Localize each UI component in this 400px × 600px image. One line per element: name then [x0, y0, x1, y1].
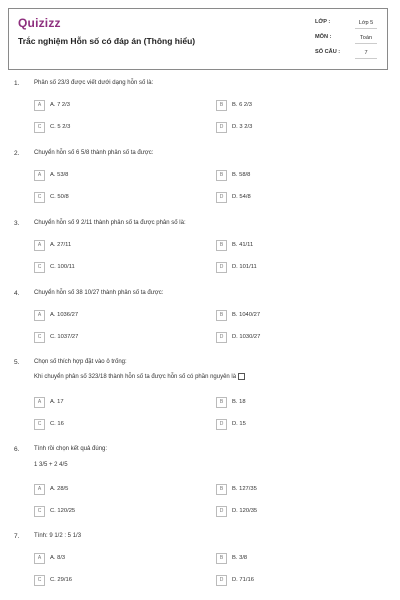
question-number: 4. — [14, 290, 20, 297]
option-letter: C — [34, 332, 45, 343]
option-letter: D — [216, 332, 227, 343]
question-number: 6. — [14, 446, 20, 453]
meta-label: LỚP : — [315, 19, 331, 25]
meta-value: Lớp 5 — [355, 17, 377, 29]
option-letter: C — [34, 122, 45, 133]
worksheet-header — [8, 8, 388, 70]
question-number: 3. — [14, 220, 20, 227]
option-text: B. 1040/27 — [232, 309, 260, 321]
quiz-meta — [315, 17, 377, 62]
option-letter: D — [216, 575, 227, 586]
option-text: B. 58/8 — [232, 169, 250, 181]
option-text: A. 53/8 — [50, 169, 68, 181]
option-letter: B — [216, 310, 227, 321]
option-text: C. 100/11 — [50, 261, 75, 273]
option-text: A. 7 2/3 — [50, 99, 70, 111]
option-letter: B — [216, 100, 227, 111]
question-number: 7. — [14, 533, 20, 540]
option-text: B. 3/8 — [232, 552, 247, 564]
option-letter: C — [34, 506, 45, 517]
question-text: Chuyển hỗn số 9 2/11 thành phân số ta được phân số là: — [34, 220, 186, 226]
option-letter: B — [216, 240, 227, 251]
meta-value: 7 — [355, 47, 377, 59]
option-text: C. 50/8 — [50, 191, 69, 203]
option-text: D. 1030/27 — [232, 331, 260, 343]
option-letter: D — [216, 262, 227, 273]
question-subtext — [34, 373, 245, 380]
option-letter: A — [34, 553, 45, 564]
option-text: D. 15 — [232, 418, 246, 430]
answer-box-icon — [238, 373, 245, 380]
question-text: Tính rồi chọn kết quả đúng: — [34, 446, 108, 452]
option-letter: A — [34, 170, 45, 181]
option-text: A. 28/5 — [50, 483, 68, 495]
option-text: C. 5 2/3 — [50, 121, 70, 133]
option-text: D. 120/35 — [232, 505, 257, 517]
meta-value: Toán — [355, 32, 377, 44]
question-number: 5. — [14, 359, 20, 366]
question-expression: 1 3/5 + 2 4/5 — [34, 462, 68, 468]
option-letter: A — [34, 484, 45, 495]
option-letter: C — [34, 419, 45, 430]
option-letter: B — [216, 170, 227, 181]
option-letter: D — [216, 192, 227, 203]
option-text: A. 17 — [50, 396, 64, 408]
question-text: Chọn số thích hợp đặt vào ô trống: — [34, 359, 127, 365]
option-text: C. 16 — [50, 418, 64, 430]
meta-label: SỐ CÂU : — [315, 49, 341, 55]
option-text: D. 101/11 — [232, 261, 257, 273]
option-text: D. 71/16 — [232, 574, 254, 586]
question-text: Phân số 23/3 được viết dưới dạng hỗn số là: — [34, 80, 154, 86]
option-letter: B — [216, 397, 227, 408]
option-text: B. 127/35 — [232, 483, 257, 495]
option-letter: A — [34, 310, 45, 321]
option-text: D. 3 2/3 — [232, 121, 252, 133]
question-number: 2. — [14, 150, 20, 157]
option-text: B. 6 2/3 — [232, 99, 252, 111]
question-number: 1. — [14, 80, 20, 87]
question-text: Chuyển hỗn số 6 5/8 thành phân số ta được: — [34, 150, 154, 156]
meta-label: MÔN : — [315, 34, 332, 40]
meta-row-question-count — [315, 47, 377, 62]
option-letter: B — [216, 553, 227, 564]
option-text: D. 54/8 — [232, 191, 251, 203]
option-letter: B — [216, 484, 227, 495]
question-text: Tính: 9 1/2 : 5 1/3 — [34, 533, 82, 539]
option-text: A. 8/3 — [50, 552, 65, 564]
meta-row-grade — [315, 17, 377, 32]
option-text: C. 29/16 — [50, 574, 72, 586]
option-letter: D — [216, 419, 227, 430]
question-text: Chuyển hỗn số 38 10/27 thành phân số ta được: — [34, 290, 164, 296]
option-letter: A — [34, 240, 45, 251]
option-text: C. 120/25 — [50, 505, 75, 517]
option-text: B. 18 — [232, 396, 246, 408]
option-letter: D — [216, 122, 227, 133]
quiz-title: Trắc nghiệm Hỗn số có đáp án (Thông hiểu) — [18, 36, 196, 46]
option-letter: C — [34, 262, 45, 273]
option-text: A. 27/11 — [50, 239, 71, 251]
option-letter: A — [34, 397, 45, 408]
option-text: C. 1037/27 — [50, 331, 78, 343]
question-subtext-content: Khi chuyển phân số 323/18 thành hỗn số ta được hỗn số có phần nguyên là — [34, 374, 237, 381]
meta-row-subject — [315, 32, 377, 47]
option-letter: D — [216, 506, 227, 517]
quizizz-logo: Quizizz — [18, 16, 61, 30]
option-letter: A — [34, 100, 45, 111]
option-letter: C — [34, 575, 45, 586]
option-text: B. 41/11 — [232, 239, 253, 251]
option-text: A. 1036/27 — [50, 309, 78, 321]
option-letter: C — [34, 192, 45, 203]
